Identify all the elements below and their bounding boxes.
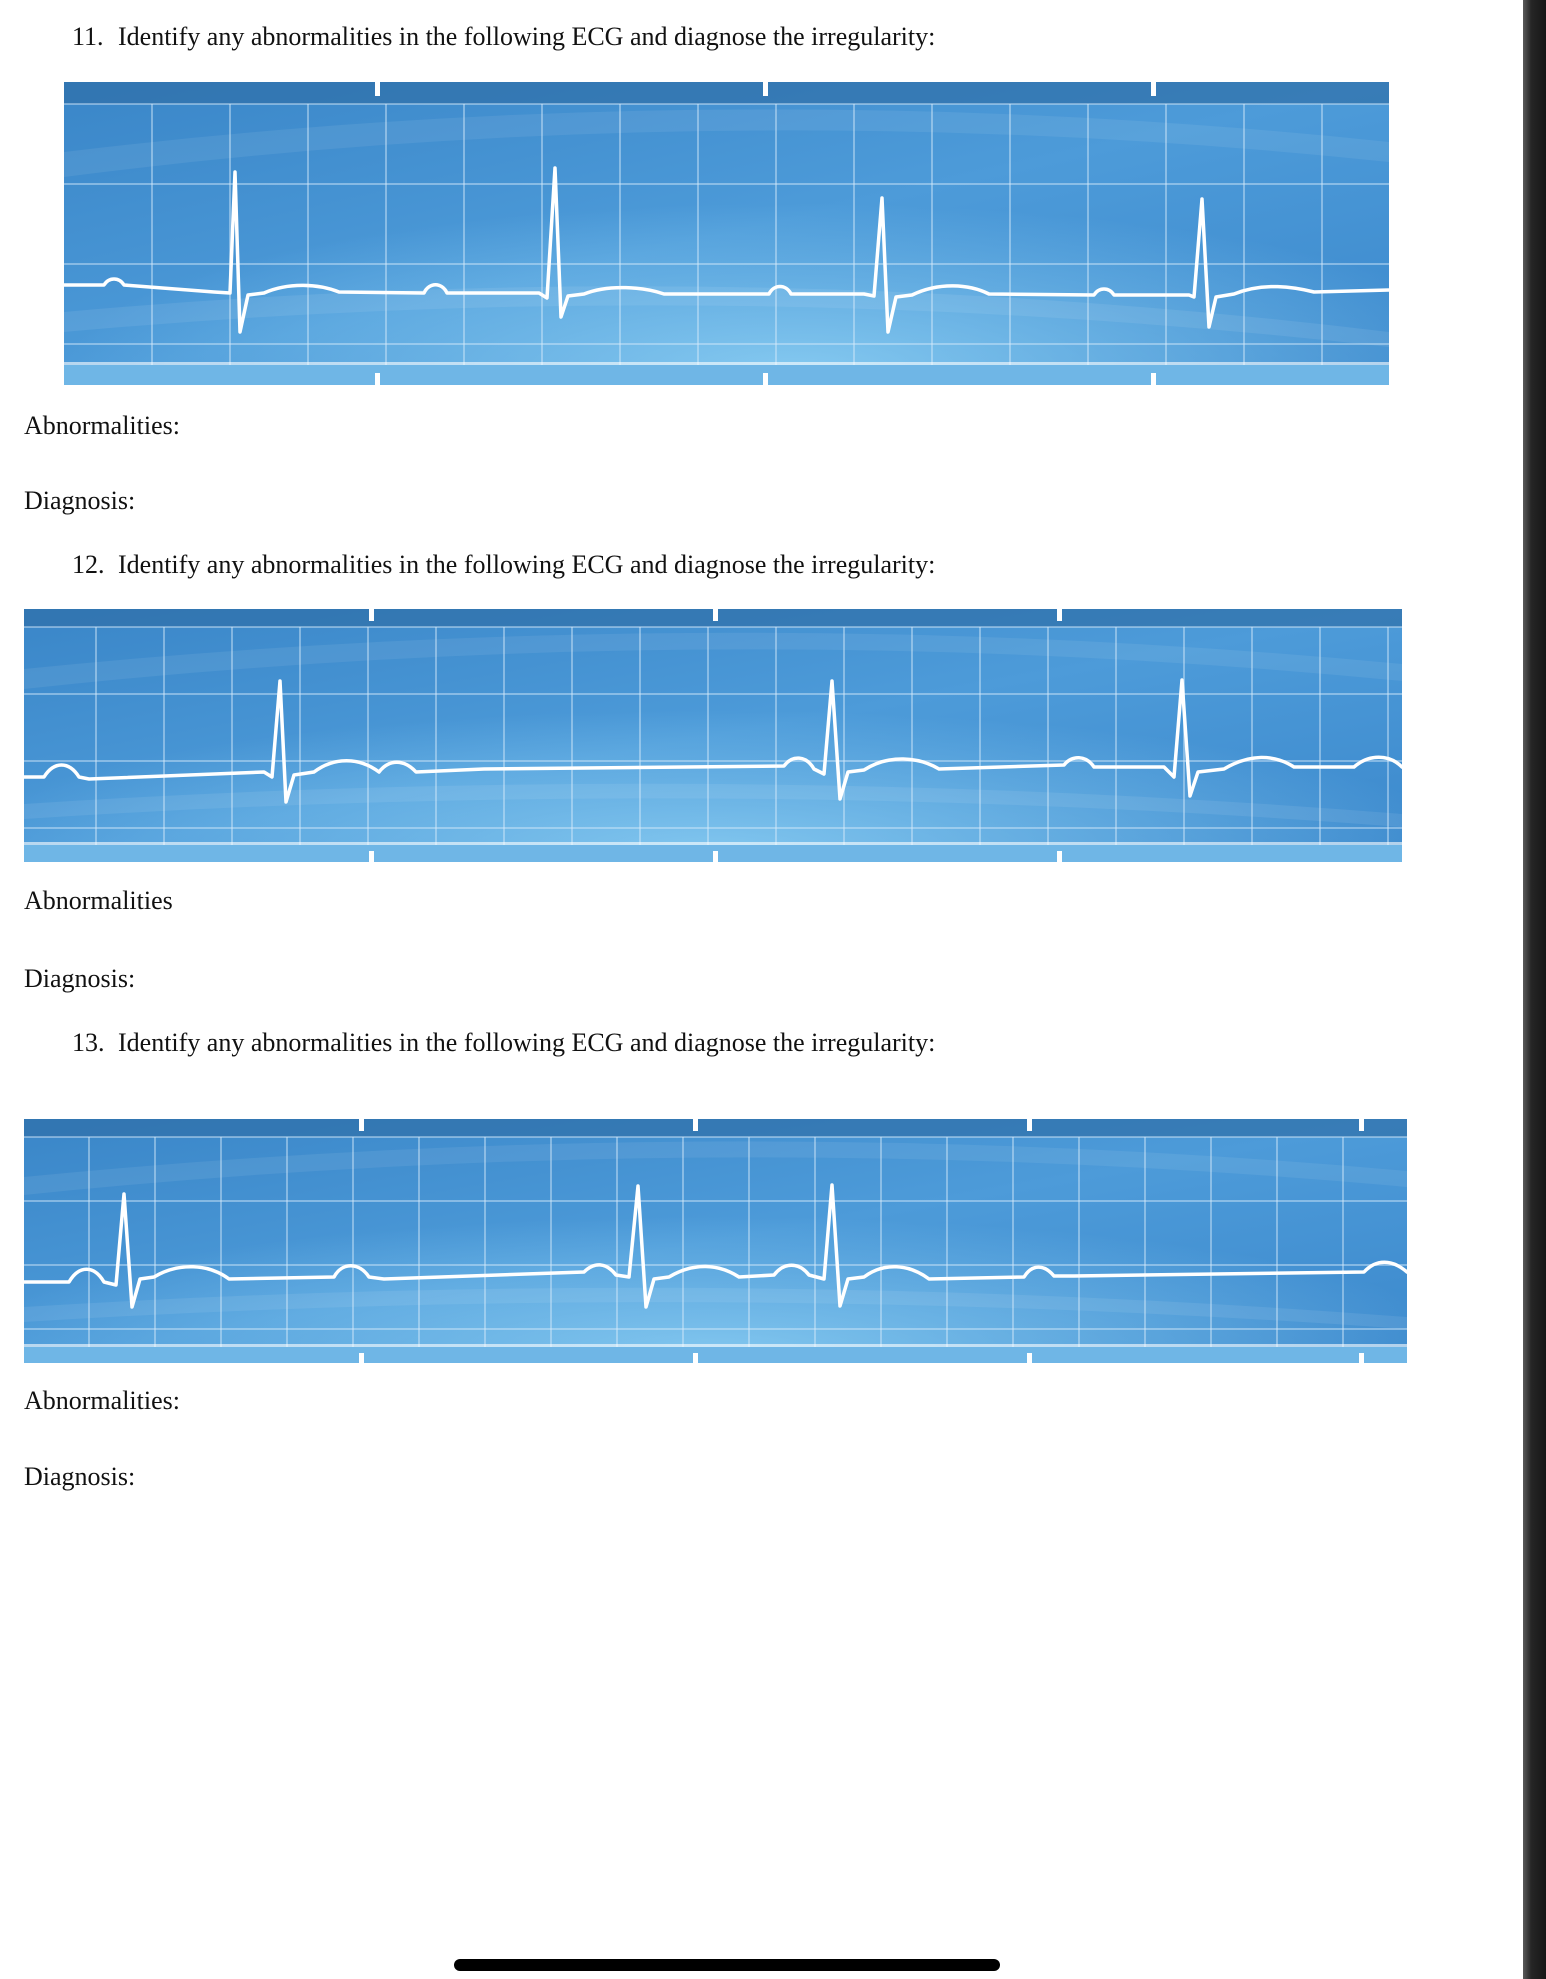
- abnormalities-label-11: Abnormalities:: [24, 411, 180, 440]
- diagnosis-label-11: Diagnosis:: [24, 486, 136, 515]
- question-12: [72, 550, 935, 580]
- ecg-strip-13: [24, 1119, 1407, 1363]
- question-number: 11.: [72, 22, 104, 51]
- ecg-strip-11: [64, 82, 1389, 385]
- question-11: [72, 22, 935, 52]
- question-prompt: Identify any abnormalities in the following ECG and diagnose the irregularity:: [118, 1028, 936, 1057]
- question-prompt: Identify any abnormalities in the following ECG and diagnose the irregularity:: [118, 22, 936, 51]
- question-number: 13.: [72, 1028, 105, 1057]
- home-indicator[interactable]: [454, 1959, 1000, 1971]
- diagnosis-label-12: Diagnosis:: [24, 964, 136, 993]
- question-prompt: Identify any abnormalities in the following ECG and diagnose the irregularity:: [118, 550, 936, 579]
- ecg-strip-12: [24, 609, 1402, 862]
- abnormalities-label-13: Abnormalities:: [24, 1386, 180, 1415]
- question-number: 12.: [72, 550, 105, 579]
- diagnosis-label-13: Diagnosis:: [24, 1462, 136, 1491]
- window-edge: [1523, 0, 1546, 1979]
- abnormalities-label-12: Abnormalities: [24, 886, 173, 915]
- question-13: [72, 1028, 935, 1058]
